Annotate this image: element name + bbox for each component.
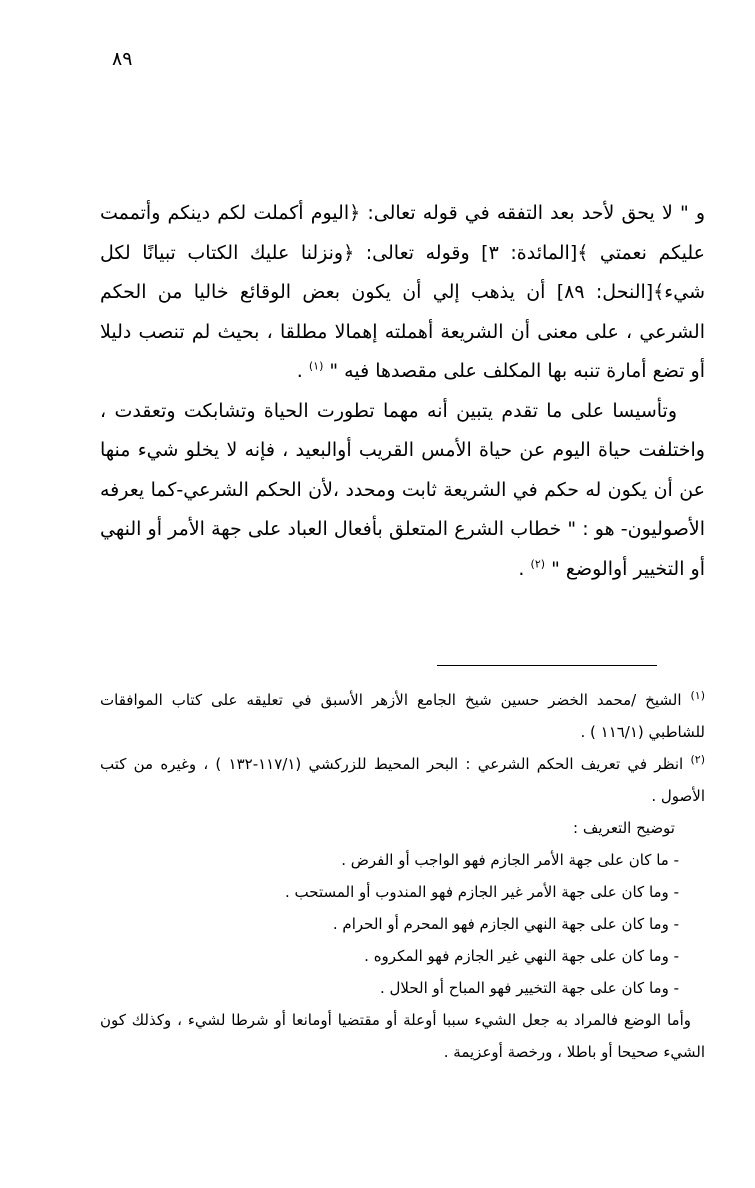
closing-note: وأما الوضع فالمراد به جعل الشيء سببا أوعلة أو مقتضيا أومانعا أو شرطا لشيء ، وكذلك كون الشيء صحيحا أو باطلا ، ورخصة أوعزيمة . [100,1011,705,1061]
definition-item: - وما كان على جهة الأمر غير الجازم فهو المندوب أو المستحب . [285,883,679,901]
footnote-2-marker: (٢) [690,753,705,766]
definition-item: - وما كان على جهة النهي الجازم فهو المحرم أو الحرام . [332,915,679,933]
footnote-1 [100,684,705,748]
body-paragraph-1 [100,194,705,392]
main-body-text [100,194,705,589]
footnote-2 [100,748,705,812]
footnote-ref-1[interactable]: (١) [308,359,324,373]
definition-item: - وما كان على جهة التخيير فهو المباح أو الحلال . [379,979,679,997]
footnote-separator [437,665,657,666]
footnote-1-marker: (١) [690,689,705,702]
footnote-2-text: انظر في تعريف الحكم الشرعي : البحر المحيط للزركشي (١١٧/١-١٣٢ ) ، وغيره من كتب الأصول . [100,755,705,805]
body-paragraph-1-text: و " لا يحق لأحد بعد التفقه في قوله تعالى: ﴿اليوم أكملت لكم دينكم وأتممت عليكم نعمتي ﴾[المائدة: ٣] وقوله تعالى: ﴿ونزلنا عليك الكتاب تبيانًا لكل شيء﴾[النحل: ٨٩] أن يذهب إلي أن يكون بعض الوقائع خاليا من الحكم الشرعي ، على معنى أن الشريعة أهملته إهمالا مطلقا ، بحيث لم تنصب دليلا أو تضع أمارة تنبه بها المكلف على مقصدها فيه " [100,202,705,382]
paragraph-1-period: . [296,360,309,382]
definition-item: - وما كان على جهة النهي غير الجازم فهو المكروه . [364,947,679,965]
definition-heading: توضيح التعريف : [573,819,675,837]
body-paragraph-2-text: وتأسيسا على ما تقدم يتبين أنه مهما تطورت الحياة وتشابكت وتعقدت ، واختلفت حياة اليوم عن حياة الأمس القريب أوالبعيد ، فإنه لا يخلو شيء منها عن أن يكون له حكم في الشريعة ثابت ومحدد ،لأن الحكم الشرعي-كما يعرفه الأصوليون- هو : " خطاب الشرع المتعلق بأفعال العباد على جهة الأمر أو النهي أو التخيير أوالوضع " [100,399,705,580]
definition-item: - ما كان على جهة الأمر الجازم فهو الواجب أو الفرض . [341,851,679,869]
footnote-1-text: الشيخ /محمد الخضر حسين شيخ الجامع الأزهر الأسبق في تعليقه على كتاب الموافقات للشاطبي (١١٦/١ ) . [100,691,705,741]
footnotes-section [100,684,705,1068]
body-paragraph-2 [100,392,705,590]
footnote-ref-2[interactable]: (٢) [530,557,546,571]
paragraph-2-period: . [518,557,531,580]
page-number: ٨٩ [112,48,133,70]
